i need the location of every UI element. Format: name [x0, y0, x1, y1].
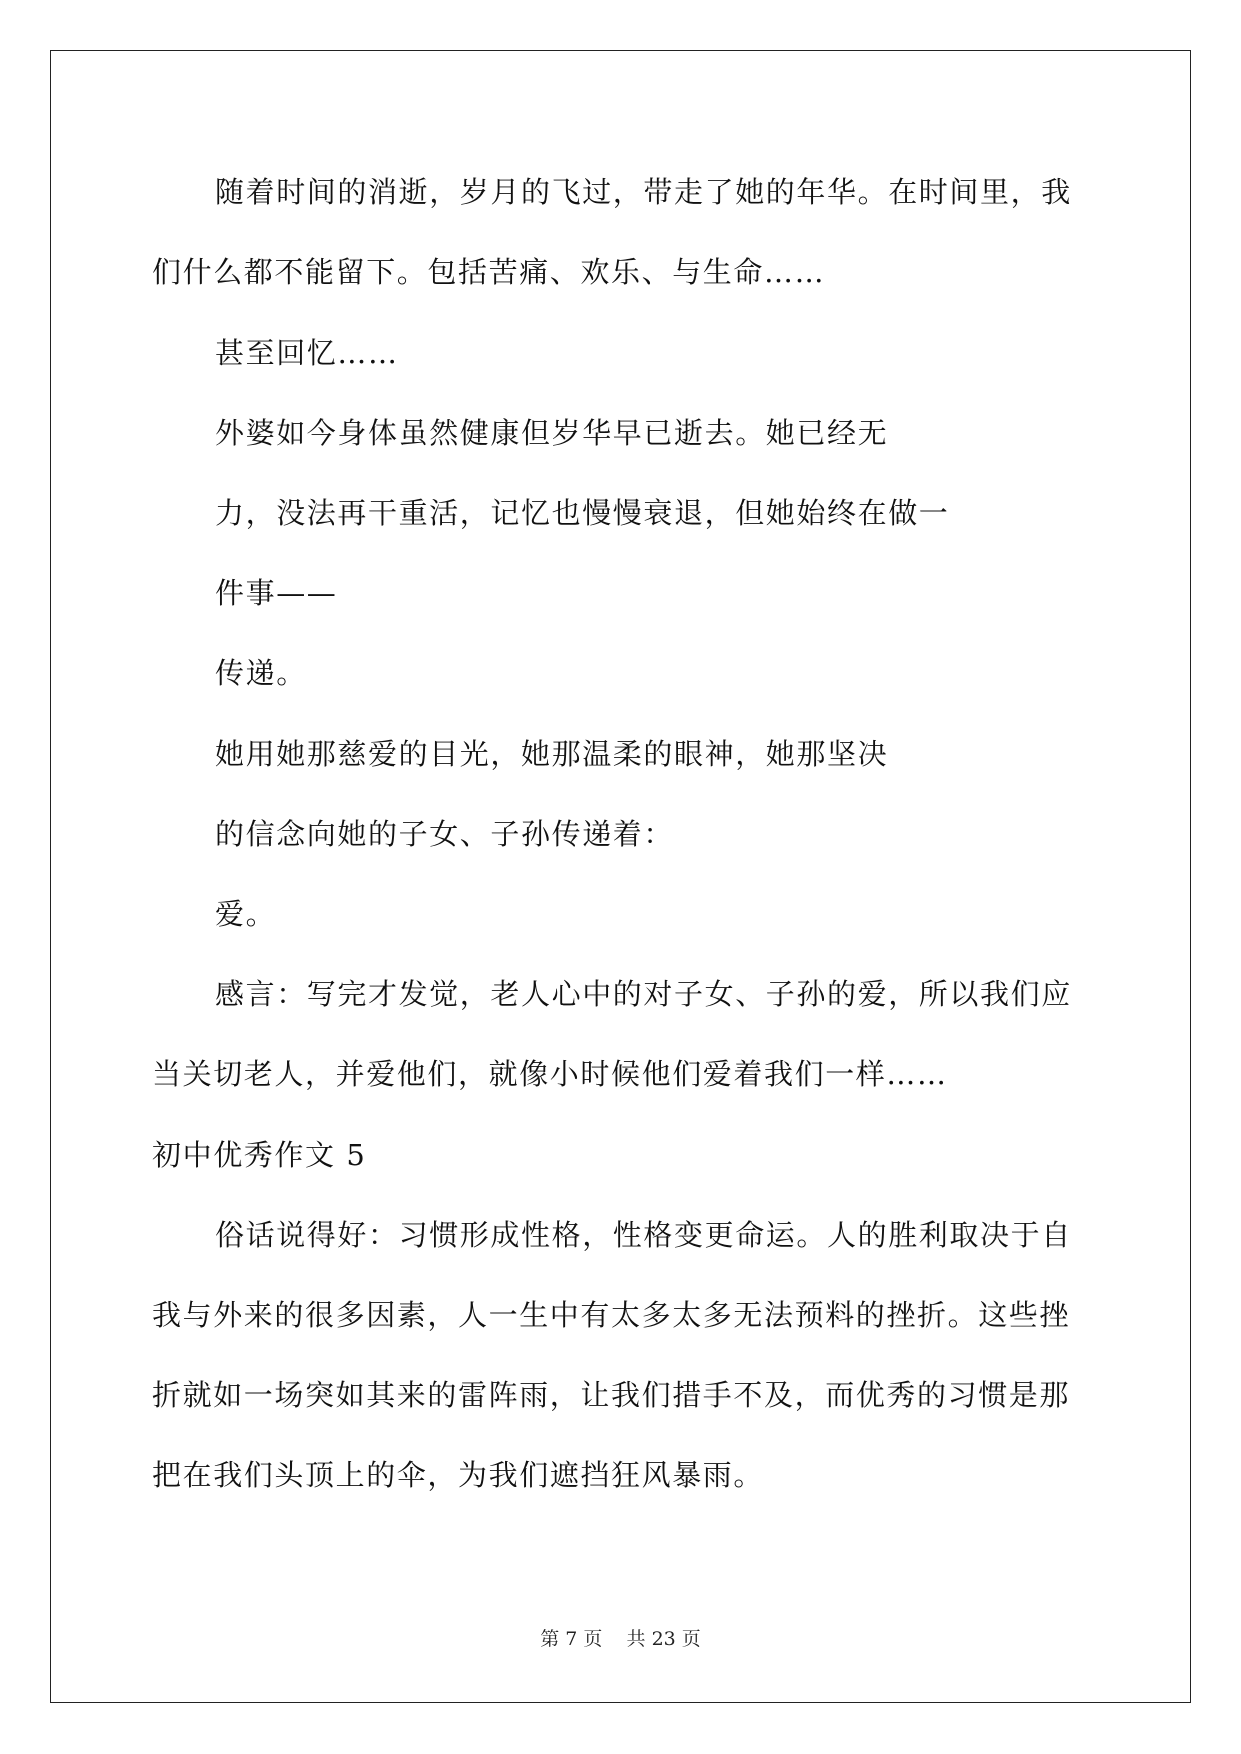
- paragraph-line: 当关切老人，并爱他们，就像小时候他们爱着我们一样……: [152, 1057, 948, 1091]
- paragraph-line: 的信念向她的子女、子孙传递着：: [215, 817, 675, 851]
- paragraph-line: 折就如一场突如其来的雷阵雨，让我们措手不及，而优秀的习惯是那: [152, 1378, 1071, 1412]
- page-total: 共 23 页: [626, 1628, 701, 1650]
- paragraph-line: 随着时间的消逝，岁月的飞过，带走了她的年华。在时间里，我: [215, 175, 1072, 209]
- section-heading: 初中优秀作文 5: [152, 1138, 367, 1172]
- paragraph-line: 爱。: [215, 897, 277, 931]
- paragraph-line: 力，没法再干重活，记忆也慢慢衰退，但她始终在做一: [215, 496, 950, 530]
- page-border: [50, 50, 1191, 1703]
- paragraph-line: 甚至回忆……: [215, 336, 399, 370]
- page-footer: [0, 1627, 1241, 1651]
- paragraph-line: 感言：写完才发觉，老人心中的对子女、子孙的爱，所以我们应: [215, 977, 1072, 1011]
- paragraph-line: 们什么都不能留下。包括苦痛、欢乐、与生命……: [152, 255, 826, 289]
- paragraph-line: 把在我们头顶上的伞，为我们遮挡狂风暴雨。: [152, 1458, 765, 1492]
- page-number: 第 7 页: [540, 1628, 603, 1650]
- paragraph-line: 传递。: [215, 656, 307, 690]
- paragraph-line: 俗话说得好：习惯形成性格，性格变更命运。人的胜利取决于自: [215, 1218, 1072, 1252]
- paragraph-line: 我与外来的很多因素，人一生中有太多太多无法预料的挫折。这些挫: [152, 1298, 1071, 1332]
- paragraph-line: 外婆如今身体虽然健康但岁华早已逝去。她已经无: [215, 416, 889, 450]
- paragraph-line: 件事——: [215, 576, 338, 610]
- paragraph-line: 她用她那慈爱的目光，她那温柔的眼神，她那坚决: [215, 737, 889, 771]
